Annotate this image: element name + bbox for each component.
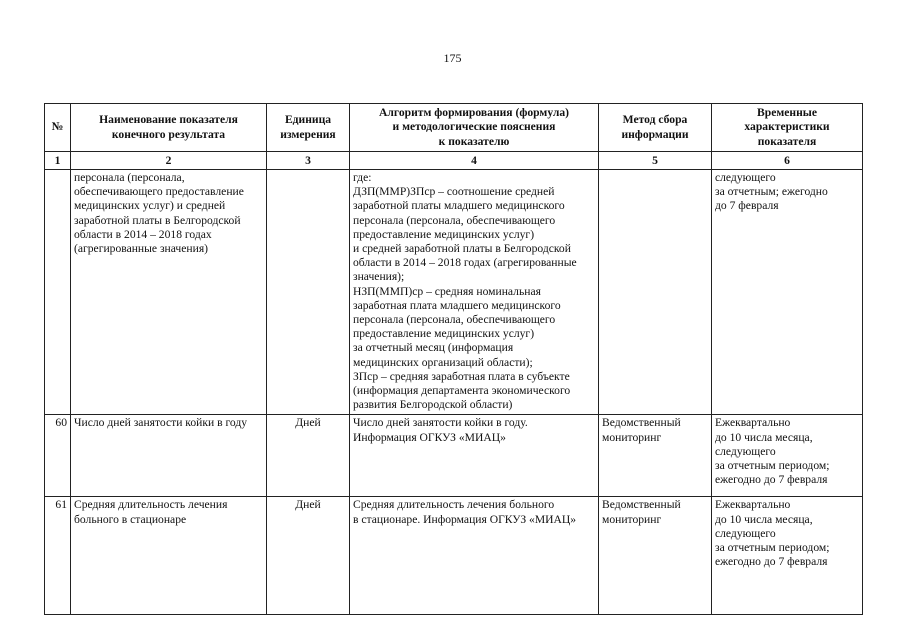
- column-number: 2: [71, 152, 267, 170]
- row-number: [45, 170, 71, 415]
- table-header-row: [45, 104, 863, 152]
- column-number-row: [45, 152, 863, 170]
- indicator-name: Средняя длительность лечения больного в стационаре: [71, 497, 267, 615]
- row-number: 61: [45, 497, 71, 615]
- timing-cell: Ежеквартально до 10 числа месяца, следующего за отчетным периодом; ежегодно до 7 февраля: [712, 497, 863, 615]
- method-cell: Ведомственный мониторинг: [599, 497, 712, 615]
- header-unit: Единица измерения: [267, 104, 350, 152]
- column-number: 5: [599, 152, 712, 170]
- row-number: 60: [45, 415, 71, 497]
- page-number: 175: [443, 51, 462, 65]
- unit-cell: Дней: [267, 415, 350, 497]
- indicator-name: Число дней занятости койки в году: [71, 415, 267, 497]
- timing-cell: Ежеквартально до 10 числа месяца, следующего за отчетным периодом; ежегодно до 7 февраля: [712, 415, 863, 497]
- timing-cell: следующего за отчетным; ежегодно до 7 февраля: [712, 170, 863, 415]
- column-number: 3: [267, 152, 350, 170]
- column-number: 4: [350, 152, 599, 170]
- method-cell: [599, 170, 712, 415]
- algorithm-cell: Средняя длительность лечения больного в стационаре. Информация ОГКУЗ «МИАЦ»: [350, 497, 599, 615]
- indicator-name: персонала (персонала, обеспечивающего предоставление медицинских услуг) и средней заработной платы в Белгородской области в 2014 – 2018 годах (агрегированные значения): [71, 170, 267, 415]
- header-number: №: [45, 104, 71, 152]
- table-row: [45, 415, 863, 497]
- column-number: 6: [712, 152, 863, 170]
- unit-cell: [267, 170, 350, 415]
- header-algorithm: Алгоритм формирования (формула) и методологические пояснения к показателю: [350, 104, 599, 152]
- table-row: [45, 497, 863, 615]
- column-number: 1: [45, 152, 71, 170]
- indicators-table: [44, 103, 863, 615]
- method-cell: Ведомственный мониторинг: [599, 415, 712, 497]
- unit-cell: Дней: [267, 497, 350, 615]
- header-collection-method: Метод сбора информации: [599, 104, 712, 152]
- algorithm-cell: где: ДЗП(ММР)ЗПср – соотношение средней заработной платы младшего медицинского персонала (персонала, обеспечивающего предоставление медицинских услуг) и средней заработной платы в Белгородской области в 2014 – 2018 годах (агрегированные значения); НЗП(ММП)ср – средняя номинальная заработная плата младшего медицинского персонала (персонала, обеспечивающего предоставление медицинских услуг) за отчетный месяц (информация медицинских организаций области); ЗПср – средняя заработная плата в субъекте (информация департамента экономического развития Белгородской области): [350, 170, 599, 415]
- header-indicator-name: Наименование показателя конечного результата: [71, 104, 267, 152]
- algorithm-cell: Число дней занятости койки в году. Информация ОГКУЗ «МИАЦ»: [350, 415, 599, 497]
- header-timing: Временные характеристики показателя: [712, 104, 863, 152]
- table-row: [45, 170, 863, 415]
